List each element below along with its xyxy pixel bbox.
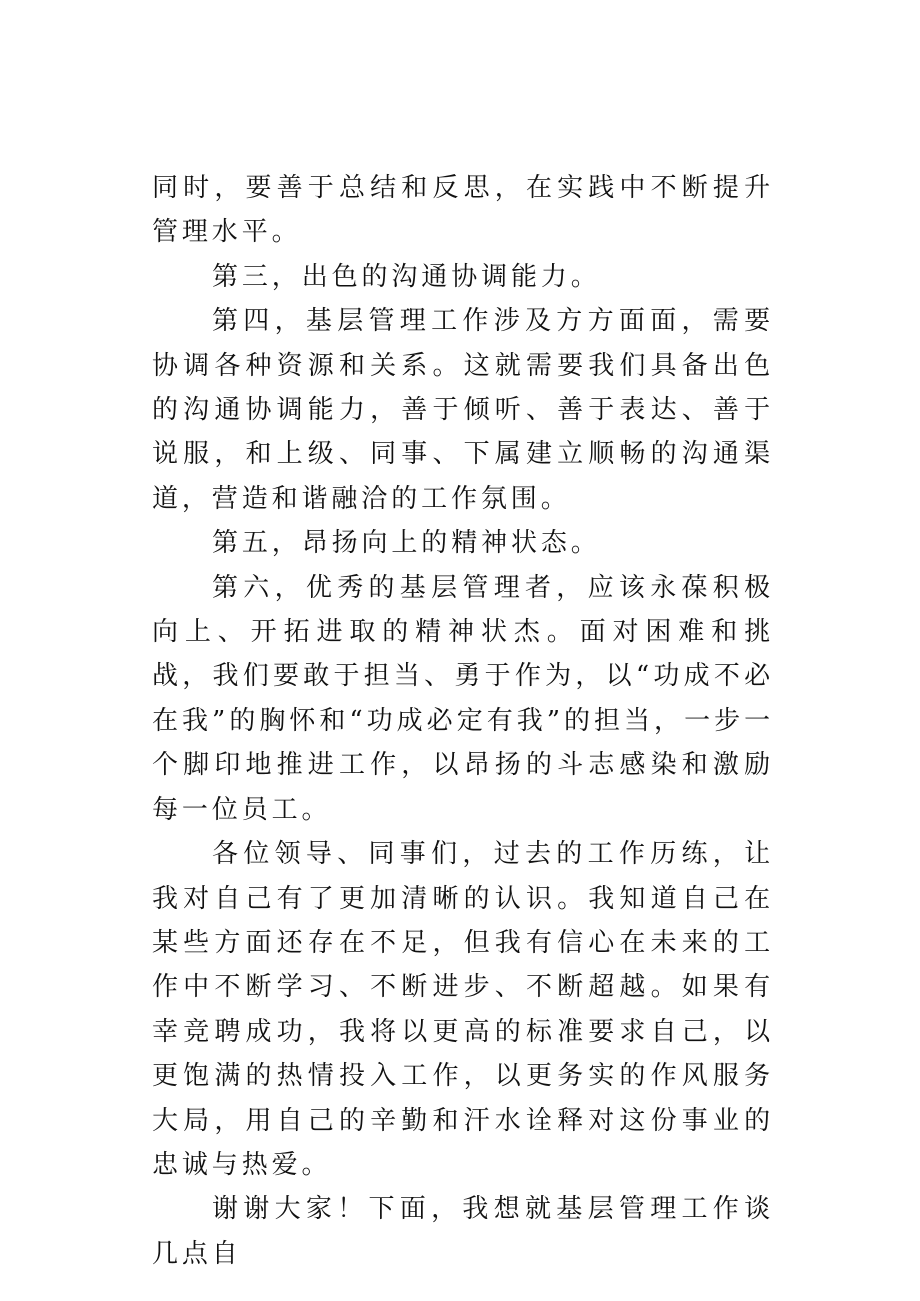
paragraph-sixth: 第六，优秀的基层管理者，应该永葆积极向上、开拓进取的精神状杰。面对困难和挑战，我们要敢于担当、勇于作为，以“功成不必在我”的胸怀和“功成必定有我”的担当，一步一个脚印地推进工作，以昂扬的斗志感染和激励每一位员工。 bbox=[152, 572, 774, 825]
paragraph-continuation: 同时，要善于总结和反思，在实践中不断提升管理水平。 bbox=[152, 173, 774, 248]
paragraph-closing-remarks: 各位领导、同事们，过去的工作历练，让我对自己有了更加清晰的认识。我知道自己在某些方面还存在不足，但我有信心在未来的工作中不断学习、不断进步、不断超越。如果有幸竞聘成功，我将以更高的标准要求自己，以更饱满的热情投入工作，以更务实的作风服务大局，用自己的辛勤和汗水诠释对这份事业的忠诚与热爱。 bbox=[152, 839, 774, 1180]
document-body bbox=[152, 166, 774, 1276]
paragraph-third-heading: 第三，出色的沟通协调能力。 bbox=[212, 261, 601, 292]
paragraph-fourth: 第四，基层管理工作涉及方方面面，需要协调各种资源和关系。这就需要我们具备出色的沟通协调能力，善于倾听、善于表达、善于说服，和上级、同事、下属建立顺畅的沟通渠道，营造和谐融洽的工作氛围。 bbox=[152, 306, 774, 514]
paragraph-fifth-heading: 第五，昂扬向上的精神状态。 bbox=[212, 528, 601, 559]
paragraph-thanks: 谢谢大家！下面，我想就基层管理工作谈几点自 bbox=[152, 1194, 774, 1269]
